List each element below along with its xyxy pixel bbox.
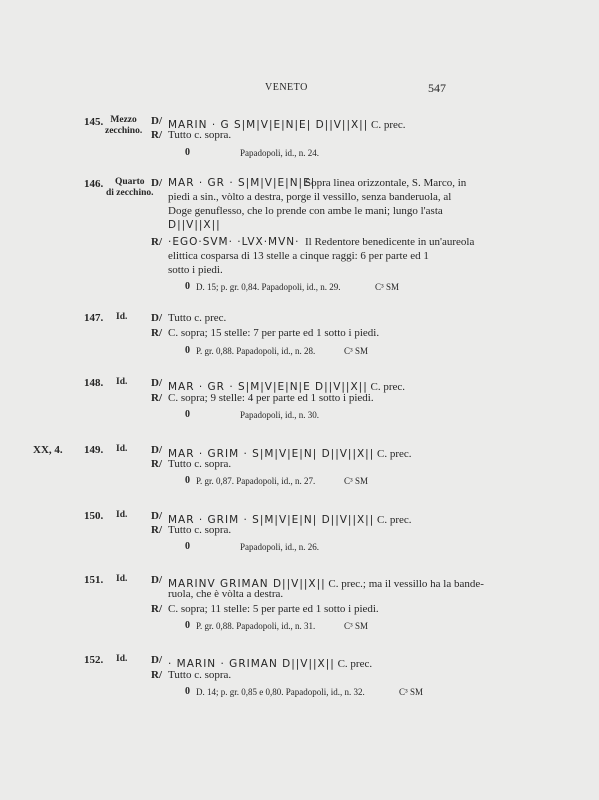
obverse-legend: MAR · GR · S|M|V|E|N|E|	[168, 177, 316, 189]
entry-denomination: Quarto di zecchino.	[106, 177, 154, 198]
entry-number: 148.	[84, 377, 104, 389]
entry-number: 149.	[84, 444, 104, 456]
obverse-symbol: D/	[151, 574, 162, 586]
reference: P. gr. 0,88. Papadopoli, id., n. 31.	[196, 621, 316, 631]
reverse-symbol: R/	[151, 524, 162, 536]
page-number: 547	[428, 81, 446, 95]
reverse-legend: ·EGO·SVM· ·LVX·MVN·	[168, 236, 300, 248]
reverse-text: elittica cosparsa di 13 stelle a cinque raggi: 6 per parte ed 1	[168, 250, 429, 262]
obverse-symbol: D/	[151, 177, 162, 189]
reference: D. 15; p. gr. 0,84. Papadopoli, id., n. 29.	[196, 282, 341, 292]
obverse-symbol: D/	[151, 654, 162, 666]
entry-denomination: Mezzo zecchino.	[105, 115, 143, 136]
obverse-text: C. prec.; ma il vessillo ha la bande-	[325, 578, 484, 590]
obverse-legend: MAR · GRIM · S|M|V|E|N| D||V||X||	[168, 448, 375, 460]
reverse-symbol: R/	[151, 669, 162, 681]
reverse-text: Tutto c. sopra.	[168, 524, 232, 536]
obverse-text: ruola, che è vòlta a destra.	[168, 588, 284, 600]
ref-mark: 0	[185, 475, 190, 486]
obverse-text: C. prec.	[367, 381, 406, 393]
reference: Papadopoli, id., n. 24.	[240, 148, 319, 158]
entry-number: 146.	[84, 178, 104, 190]
entry-number: 150.	[84, 510, 104, 522]
obverse-text: C. prec.	[374, 448, 412, 460]
obverse-legend: MAR · GR · S|M|V|E|N|E D||V||X||	[168, 381, 368, 393]
reverse-text: Tutto c. sopra.	[168, 129, 232, 141]
obverse-legend: · MARIN · GRIMAN D||V||X||	[168, 658, 335, 670]
reference: P. gr. 0,88. Papadopoli, id., n. 28.	[196, 346, 316, 356]
obverse-symbol: D/	[151, 312, 162, 324]
obverse-legend: D||V||X||	[168, 219, 221, 231]
collection-mark: C³ SM	[375, 282, 399, 292]
entry-denomination: Id.	[116, 377, 128, 387]
plate-reference: XX, 4.	[33, 444, 63, 456]
reference: D. 14; p. gr. 0,85 e 0,80. Papadopoli, id., n. 32.	[196, 687, 365, 697]
reverse-symbol: R/	[151, 236, 162, 248]
reverse-symbol: R/	[151, 392, 162, 404]
ref-mark: 0	[185, 409, 190, 420]
entry-denomination: Id.	[116, 510, 128, 520]
reverse-symbol: R/	[151, 458, 162, 470]
obverse-text: C. prec.	[368, 119, 406, 131]
entry-denomination: Id.	[116, 654, 128, 664]
collection-mark: C³ SM	[344, 621, 368, 631]
reverse-text: Tutto c. sopra.	[168, 458, 232, 470]
running-head: VENETO	[265, 82, 308, 93]
obverse-symbol: D/	[151, 444, 162, 456]
obverse-legend: MAR · GRIM · S|M|V|E|N| D||V||X||	[168, 514, 375, 526]
ref-mark: 0	[185, 620, 190, 631]
reference: Papadopoli, id., n. 26.	[240, 542, 319, 552]
obverse-symbol: D/	[151, 377, 162, 389]
obverse-text: C. prec.	[374, 514, 412, 526]
entry-number: 145.	[84, 116, 104, 128]
reverse-symbol: R/	[151, 129, 162, 141]
reverse-text: C. sopra; 9 stelle: 4 per parte ed 1 sotto i piedi.	[168, 392, 374, 404]
entry-number: 151.	[84, 574, 104, 586]
ref-mark: 0	[185, 686, 190, 697]
reverse-text: C. sopra; 15 stelle: 7 per parte ed 1 sotto i piedi.	[168, 327, 380, 339]
reverse-text: Il Redentore benedicente in un'aureola	[305, 236, 475, 248]
ref-mark: 0	[185, 147, 190, 158]
obverse-legend: MARIN · G S|M|V|E|N|E| D||V||X||	[168, 119, 369, 131]
obverse-text: piedi a sin., vòlto a destra, porge il vessillo, senza banderuola, al	[168, 191, 452, 203]
ref-mark: 0	[185, 345, 190, 356]
obverse-symbol: D/	[151, 115, 162, 127]
collection-mark: C³ SM	[344, 476, 368, 486]
collection-mark: C³ SM	[344, 346, 368, 356]
entry-denomination: Id.	[116, 312, 128, 322]
obverse-text: Doge genuflesso, che lo prende con ambe le mani; lungo l'asta	[168, 205, 443, 217]
entry-denomination: Id.	[116, 444, 128, 454]
reverse-text: Tutto c. sopra.	[168, 669, 232, 681]
obverse-text: Sopra linea orizzontale, S. Marco, in	[305, 177, 467, 189]
obverse-legend: MARINV GRIMAN D||V||X||	[168, 578, 326, 590]
reverse-text: C. sopra; 11 stelle: 5 per parte ed 1 sotto i piedi.	[168, 603, 379, 615]
reverse-symbol: R/	[151, 603, 162, 615]
ref-mark: 0	[185, 281, 190, 292]
entry-denomination: Id.	[116, 574, 128, 584]
reverse-text: sotto i piedi.	[168, 264, 223, 276]
obverse-symbol: D/	[151, 510, 162, 522]
entry-number: 152.	[84, 654, 104, 666]
ref-mark: 0	[185, 541, 190, 552]
reference: Papadopoli, id., n. 30.	[240, 410, 319, 420]
obverse-text: Tutto c. prec.	[168, 312, 227, 324]
collection-mark: C³ SM	[399, 687, 423, 697]
reference: P. gr. 0,87. Papadopoli, id., n. 27.	[196, 476, 316, 486]
reverse-symbol: R/	[151, 327, 162, 339]
entry-number: 147.	[84, 312, 104, 324]
obverse-text: C. prec.	[334, 658, 373, 670]
